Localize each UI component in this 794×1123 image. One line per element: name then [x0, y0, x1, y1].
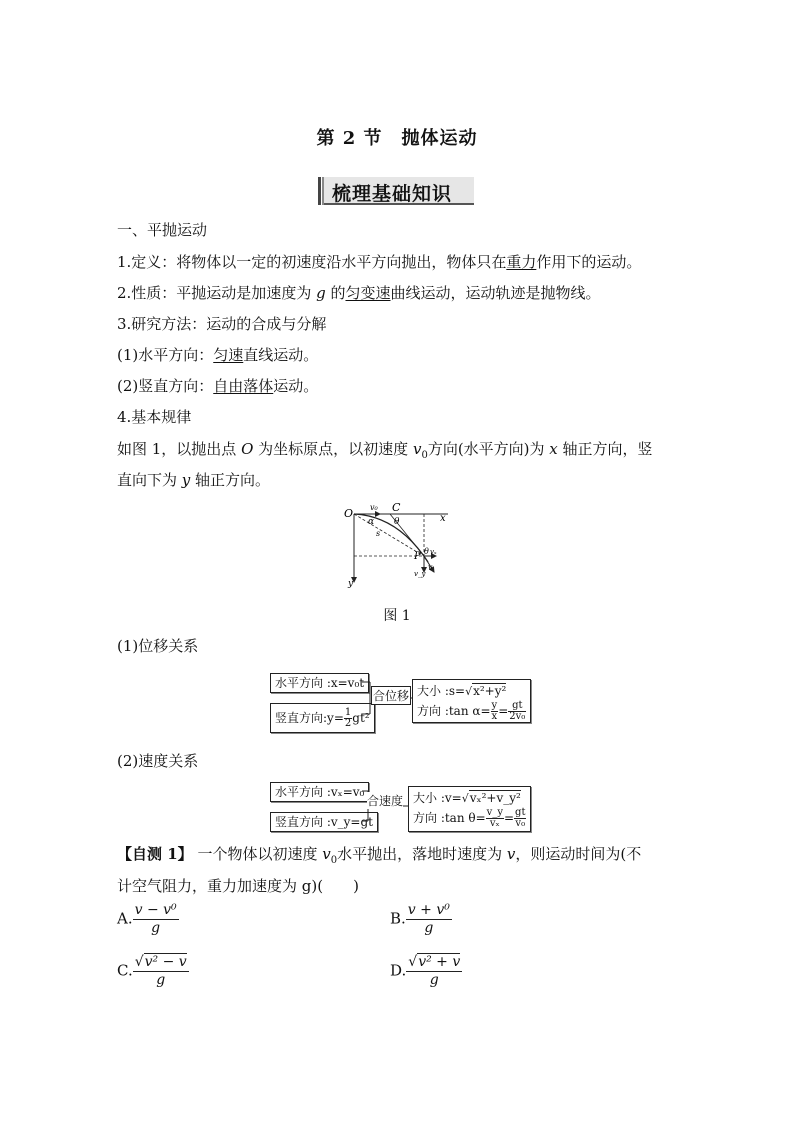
paragraph-line-1: 如图 1，以抛出点 O 为坐标原点，以初速度 $v_0$方向(水平方向)为 x 轴正方向，竖 — [117, 440, 653, 461]
option-c[interactable]: C. $\frac{\text{√v² − v}}{g}$ — [117, 954, 187, 988]
section-heading: 一、平抛运动 — [117, 221, 208, 239]
banner-text: 梳理基础知识 — [332, 183, 453, 205]
definition-line: 1.定义：将物体以一定的初速度沿水平方向抛出，物体只在重力作用下的运动。 — [117, 253, 642, 271]
displacement-heading: (1)位移关系 — [117, 637, 199, 655]
disp-result-box: 大小 :s=√x²+y² 方向 :tan α= $\frac{y}{x}$ = $\frac{gt}{\text{2v₀}}$ — [412, 679, 531, 723]
label-theta: θ — [394, 517, 400, 527]
horizontal-line: (1)水平方向：匀速直线运动。 — [117, 346, 319, 364]
method-line: 3.研究方法：运动的合成与分解 — [117, 315, 327, 333]
label-alpha: α — [368, 517, 375, 527]
quiz-line-1: 【自测 1】 一个物体以初速度 $v_0$水平抛出，落地时速度为 v，则运动时间为(不 — [117, 845, 642, 866]
velocity-heading: (2)速度关系 — [117, 752, 199, 770]
section-banner — [318, 177, 474, 205]
vel-result-box: 大小 :v=√vₓ²+v_y² 方向 :tan θ= $\frac{v\_y}{\text{vₓ}}$ = $\frac{gt}{\text{v₀}}$ — [408, 786, 531, 832]
disp-join-label: 合位移 — [371, 686, 411, 705]
label-C: C — [392, 501, 401, 514]
vel-join-label: 合速度 — [367, 794, 404, 808]
label-s: s — [376, 529, 381, 538]
label-v: v — [428, 563, 433, 572]
label-v0: v₀ — [370, 503, 378, 512]
disp-vertical-box: 竖直方向:y= $\frac{1}{2}$ gt² — [270, 703, 375, 733]
vel-vertical-box: 竖直方向 :v_y=gt — [270, 812, 378, 832]
vertical-line: (2)竖直方向：自由落体运动。 — [117, 377, 319, 395]
disp-horizontal-box: 水平方向 :x=v₀t — [270, 673, 369, 693]
option-a[interactable]: A. $\frac{\text{v − v⁰}}{g}$ — [117, 902, 177, 936]
label-theta2: θ — [424, 547, 429, 556]
label-x: x — [440, 513, 446, 524]
label-y: y — [348, 579, 354, 589]
page-title: 第 2 节 抛体运动 — [316, 128, 478, 149]
label-vx: vₓ — [430, 548, 437, 556]
label-vy: v_y — [414, 570, 426, 578]
nature-line: 2.性质：平抛运动是加速度为 g 的匀变速曲线运动，运动轨迹是抛物线。 — [117, 284, 601, 302]
quiz-tag: 【自测 1】 — [117, 845, 193, 863]
paragraph-line-2: 直向下为 y 轴正方向。 — [117, 471, 271, 489]
figure-caption: 图 1 — [383, 608, 411, 624]
vel-horizontal-box: 水平方向 :vₓ=v₀ — [270, 782, 369, 802]
option-b[interactable]: B. $\frac{\text{v + v⁰}}{g}$ — [390, 902, 450, 936]
option-d[interactable]: D. $\frac{\text{√v² + v}}{g}$ — [390, 954, 461, 988]
projectile-diagram — [340, 500, 460, 592]
law-heading: 4.基本规律 — [117, 408, 192, 426]
label-P: P — [414, 551, 421, 562]
label-O: O — [344, 507, 354, 520]
displacement-line — [354, 514, 422, 555]
quiz-line-2: 计空气阻力，重力加速度为 g)( ) — [117, 877, 359, 895]
